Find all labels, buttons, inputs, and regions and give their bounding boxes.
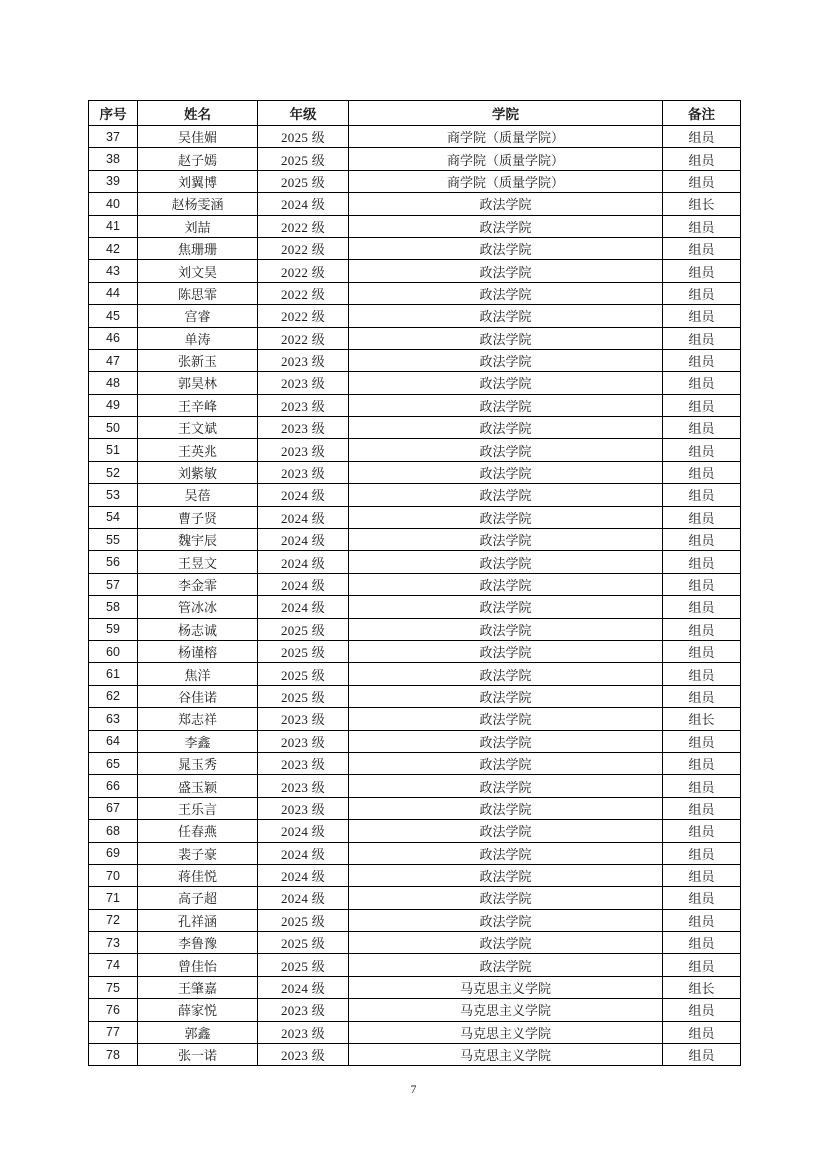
cell-index: 47 (89, 349, 138, 371)
cell-name: 赵子嫣 (138, 148, 258, 170)
table-row (89, 752, 741, 774)
cell-college: 政法学院 (349, 909, 663, 931)
cell-college: 政法学院 (349, 260, 663, 282)
table-row (89, 484, 741, 506)
cell-remark: 组员 (663, 551, 741, 573)
cell-index: 54 (89, 506, 138, 528)
cell-name: 李鑫 (138, 730, 258, 752)
cell-name: 吴佳媚 (138, 126, 258, 148)
cell-grade: 2025 级 (258, 685, 349, 707)
cell-name: 王昱文 (138, 551, 258, 573)
cell-index: 55 (89, 529, 138, 551)
table-row (89, 551, 741, 573)
table-row (89, 461, 741, 483)
cell-remark: 组员 (663, 260, 741, 282)
cell-college: 政法学院 (349, 461, 663, 483)
cell-index: 45 (89, 305, 138, 327)
cell-remark: 组员 (663, 439, 741, 461)
cell-college: 政法学院 (349, 506, 663, 528)
cell-remark: 组员 (663, 640, 741, 662)
cell-college: 政法学院 (349, 618, 663, 640)
cell-grade: 2025 级 (258, 663, 349, 685)
cell-college: 政法学院 (349, 752, 663, 774)
cell-index: 74 (89, 954, 138, 976)
cell-college: 政法学院 (349, 529, 663, 551)
cell-index: 59 (89, 618, 138, 640)
table-row (89, 999, 741, 1021)
table-row (89, 730, 741, 752)
cell-grade: 2022 级 (258, 327, 349, 349)
cell-index: 56 (89, 551, 138, 573)
cell-index: 73 (89, 932, 138, 954)
column-header-college: 学院 (349, 101, 663, 126)
cell-college: 政法学院 (349, 417, 663, 439)
cell-grade: 2022 级 (258, 215, 349, 237)
column-header-remark: 备注 (663, 101, 741, 126)
cell-college: 政法学院 (349, 551, 663, 573)
table-row (89, 260, 741, 282)
cell-college: 政法学院 (349, 640, 663, 662)
cell-grade: 2022 级 (258, 305, 349, 327)
cell-grade: 2023 级 (258, 999, 349, 1021)
table-header-row (89, 101, 741, 126)
cell-grade: 2024 级 (258, 976, 349, 998)
table-row (89, 439, 741, 461)
cell-name: 盛玉颖 (138, 775, 258, 797)
cell-name: 薛家悦 (138, 999, 258, 1021)
table-row (89, 820, 741, 842)
cell-remark: 组员 (663, 999, 741, 1021)
column-header-grade: 年级 (258, 101, 349, 126)
cell-index: 41 (89, 215, 138, 237)
table-row (89, 305, 741, 327)
cell-remark: 组员 (663, 237, 741, 259)
cell-grade: 2023 级 (258, 417, 349, 439)
cell-name: 王肇嘉 (138, 976, 258, 998)
cell-remark: 组员 (663, 1021, 741, 1043)
cell-grade: 2023 级 (258, 372, 349, 394)
cell-index: 63 (89, 708, 138, 730)
cell-name: 孔祥涵 (138, 909, 258, 931)
cell-college: 政法学院 (349, 842, 663, 864)
cell-name: 管冰冰 (138, 596, 258, 618)
cell-index: 43 (89, 260, 138, 282)
cell-index: 69 (89, 842, 138, 864)
cell-name: 王乐言 (138, 797, 258, 819)
cell-name: 王辛峰 (138, 394, 258, 416)
cell-index: 72 (89, 909, 138, 931)
cell-grade: 2024 级 (258, 506, 349, 528)
table-row (89, 126, 741, 148)
cell-name: 张新玉 (138, 349, 258, 371)
cell-index: 64 (89, 730, 138, 752)
cell-college: 政法学院 (349, 327, 663, 349)
cell-remark: 组员 (663, 394, 741, 416)
cell-name: 吴蓓 (138, 484, 258, 506)
cell-grade: 2024 级 (258, 484, 349, 506)
cell-grade: 2024 级 (258, 864, 349, 886)
table-row (89, 976, 741, 998)
cell-grade: 2024 级 (258, 529, 349, 551)
cell-college: 政法学院 (349, 596, 663, 618)
cell-college: 政法学院 (349, 193, 663, 215)
cell-college: 政法学院 (349, 797, 663, 819)
cell-name: 郑志祥 (138, 708, 258, 730)
cell-index: 66 (89, 775, 138, 797)
cell-college: 政法学院 (349, 820, 663, 842)
cell-college: 政法学院 (349, 685, 663, 707)
cell-grade: 2024 级 (258, 596, 349, 618)
cell-remark: 组员 (663, 1044, 741, 1066)
cell-college: 政法学院 (349, 215, 663, 237)
cell-index: 50 (89, 417, 138, 439)
cell-index: 58 (89, 596, 138, 618)
cell-index: 42 (89, 237, 138, 259)
cell-name: 郭鑫 (138, 1021, 258, 1043)
cell-college: 政法学院 (349, 484, 663, 506)
cell-grade: 2023 级 (258, 797, 349, 819)
cell-remark: 组员 (663, 170, 741, 192)
cell-name: 刘喆 (138, 215, 258, 237)
cell-grade: 2024 级 (258, 573, 349, 595)
cell-name: 裴子豪 (138, 842, 258, 864)
cell-college: 马克思主义学院 (349, 976, 663, 998)
cell-remark: 组员 (663, 573, 741, 595)
cell-grade: 2023 级 (258, 394, 349, 416)
cell-grade: 2022 级 (258, 237, 349, 259)
cell-remark: 组员 (663, 148, 741, 170)
cell-remark: 组员 (663, 775, 741, 797)
cell-remark: 组员 (663, 730, 741, 752)
table-row (89, 1021, 741, 1043)
cell-name: 谷佳诺 (138, 685, 258, 707)
cell-name: 杨谨榕 (138, 640, 258, 662)
cell-remark: 组员 (663, 864, 741, 886)
cell-index: 62 (89, 685, 138, 707)
table-row (89, 640, 741, 662)
table-row (89, 909, 741, 931)
cell-grade: 2023 级 (258, 730, 349, 752)
cell-index: 49 (89, 394, 138, 416)
table-row (89, 708, 741, 730)
cell-remark: 组员 (663, 349, 741, 371)
table-row (89, 887, 741, 909)
cell-remark: 组员 (663, 887, 741, 909)
cell-college: 政法学院 (349, 864, 663, 886)
page-number: 7 (410, 1084, 417, 1096)
cell-index: 39 (89, 170, 138, 192)
cell-remark: 组员 (663, 372, 741, 394)
cell-college: 政法学院 (349, 394, 663, 416)
table-row (89, 864, 741, 886)
cell-name: 赵杨雯涵 (138, 193, 258, 215)
cell-index: 61 (89, 663, 138, 685)
cell-index: 53 (89, 484, 138, 506)
table-row (89, 327, 741, 349)
cell-name: 郭昊林 (138, 372, 258, 394)
cell-remark: 组员 (663, 461, 741, 483)
cell-name: 陈思霏 (138, 282, 258, 304)
cell-name: 张一诺 (138, 1044, 258, 1066)
cell-grade: 2023 级 (258, 1044, 349, 1066)
cell-name: 宫睿 (138, 305, 258, 327)
cell-college: 政法学院 (349, 730, 663, 752)
cell-college: 政法学院 (349, 775, 663, 797)
cell-college: 政法学院 (349, 237, 663, 259)
cell-college: 政法学院 (349, 954, 663, 976)
cell-college: 政法学院 (349, 282, 663, 304)
cell-college: 政法学院 (349, 932, 663, 954)
table-row (89, 573, 741, 595)
cell-remark: 组员 (663, 842, 741, 864)
cell-remark: 组员 (663, 909, 741, 931)
cell-college: 政法学院 (349, 439, 663, 461)
cell-name: 刘紫敏 (138, 461, 258, 483)
cell-college: 商学院（质量学院） (349, 148, 663, 170)
table-body (89, 126, 741, 1066)
cell-college: 政法学院 (349, 349, 663, 371)
table-row (89, 349, 741, 371)
cell-remark: 组长 (663, 976, 741, 998)
cell-grade: 2022 级 (258, 282, 349, 304)
cell-index: 48 (89, 372, 138, 394)
cell-index: 60 (89, 640, 138, 662)
cell-index: 52 (89, 461, 138, 483)
cell-name: 王英兆 (138, 439, 258, 461)
cell-grade: 2025 级 (258, 618, 349, 640)
cell-grade: 2022 级 (258, 260, 349, 282)
table-row (89, 529, 741, 551)
cell-index: 75 (89, 976, 138, 998)
cell-index: 65 (89, 752, 138, 774)
table-row (89, 596, 741, 618)
cell-college: 政法学院 (349, 573, 663, 595)
table-row (89, 215, 741, 237)
cell-remark: 组员 (663, 797, 741, 819)
cell-name: 焦洋 (138, 663, 258, 685)
table-row (89, 775, 741, 797)
table-row (89, 417, 741, 439)
cell-index: 67 (89, 797, 138, 819)
cell-remark: 组员 (663, 215, 741, 237)
cell-remark: 组员 (663, 126, 741, 148)
cell-grade: 2025 级 (258, 126, 349, 148)
table-row (89, 237, 741, 259)
cell-remark: 组员 (663, 417, 741, 439)
cell-remark: 组员 (663, 327, 741, 349)
cell-name: 李鲁豫 (138, 932, 258, 954)
cell-college: 政法学院 (349, 887, 663, 909)
cell-grade: 2023 级 (258, 461, 349, 483)
cell-index: 57 (89, 573, 138, 595)
cell-remark: 组员 (663, 282, 741, 304)
cell-remark: 组员 (663, 596, 741, 618)
table-row (89, 506, 741, 528)
cell-index: 78 (89, 1044, 138, 1066)
cell-college: 马克思主义学院 (349, 999, 663, 1021)
cell-remark: 组长 (663, 193, 741, 215)
cell-name: 任春燕 (138, 820, 258, 842)
cell-index: 46 (89, 327, 138, 349)
table-row (89, 148, 741, 170)
cell-name: 刘文昊 (138, 260, 258, 282)
cell-grade: 2024 级 (258, 193, 349, 215)
cell-name: 单涛 (138, 327, 258, 349)
cell-name: 王文斌 (138, 417, 258, 439)
cell-college: 商学院（质量学院） (349, 126, 663, 148)
cell-remark: 组长 (663, 708, 741, 730)
cell-grade: 2025 级 (258, 932, 349, 954)
cell-name: 蒋佳悦 (138, 864, 258, 886)
cell-remark: 组员 (663, 618, 741, 640)
cell-index: 44 (89, 282, 138, 304)
cell-grade: 2023 级 (258, 439, 349, 461)
table-row (89, 685, 741, 707)
cell-remark: 组员 (663, 305, 741, 327)
cell-grade: 2024 级 (258, 887, 349, 909)
cell-remark: 组员 (663, 752, 741, 774)
cell-grade: 2023 级 (258, 1021, 349, 1043)
cell-remark: 组员 (663, 506, 741, 528)
cell-grade: 2025 级 (258, 170, 349, 192)
cell-grade: 2023 级 (258, 349, 349, 371)
table-row (89, 932, 741, 954)
table-row (89, 193, 741, 215)
cell-college: 政法学院 (349, 663, 663, 685)
cell-name: 杨志诚 (138, 618, 258, 640)
cell-name: 晁玉秀 (138, 752, 258, 774)
cell-remark: 组员 (663, 932, 741, 954)
table-row (89, 618, 741, 640)
cell-grade: 2023 级 (258, 708, 349, 730)
roster-table (88, 100, 741, 1066)
cell-grade: 2024 级 (258, 842, 349, 864)
cell-index: 71 (89, 887, 138, 909)
cell-grade: 2023 级 (258, 752, 349, 774)
cell-grade: 2025 级 (258, 954, 349, 976)
cell-college: 马克思主义学院 (349, 1044, 663, 1066)
table-row (89, 842, 741, 864)
table-row (89, 797, 741, 819)
cell-remark: 组员 (663, 529, 741, 551)
cell-name: 曾佳怡 (138, 954, 258, 976)
table-row (89, 954, 741, 976)
cell-college: 商学院（质量学院） (349, 170, 663, 192)
table-row (89, 394, 741, 416)
cell-grade: 2023 级 (258, 775, 349, 797)
table-row (89, 372, 741, 394)
cell-index: 68 (89, 820, 138, 842)
cell-college: 政法学院 (349, 372, 663, 394)
cell-name: 李金霏 (138, 573, 258, 595)
cell-grade: 2025 级 (258, 640, 349, 662)
table-row (89, 282, 741, 304)
cell-index: 38 (89, 148, 138, 170)
cell-name: 高子超 (138, 887, 258, 909)
column-header-index: 序号 (89, 101, 138, 126)
cell-name: 焦珊珊 (138, 237, 258, 259)
cell-name: 曹子贤 (138, 506, 258, 528)
table-row (89, 170, 741, 192)
cell-remark: 组员 (663, 820, 741, 842)
table-row (89, 1044, 741, 1066)
column-header-name: 姓名 (138, 101, 258, 126)
cell-college: 政法学院 (349, 708, 663, 730)
cell-index: 70 (89, 864, 138, 886)
cell-index: 76 (89, 999, 138, 1021)
cell-grade: 2024 级 (258, 820, 349, 842)
cell-index: 51 (89, 439, 138, 461)
cell-index: 40 (89, 193, 138, 215)
cell-grade: 2025 级 (258, 909, 349, 931)
cell-grade: 2025 级 (258, 148, 349, 170)
cell-index: 77 (89, 1021, 138, 1043)
table-row (89, 663, 741, 685)
cell-college: 马克思主义学院 (349, 1021, 663, 1043)
cell-remark: 组员 (663, 685, 741, 707)
cell-remark: 组员 (663, 484, 741, 506)
cell-name: 刘翼博 (138, 170, 258, 192)
cell-remark: 组员 (663, 663, 741, 685)
cell-grade: 2024 级 (258, 551, 349, 573)
cell-name: 魏宇辰 (138, 529, 258, 551)
cell-index: 37 (89, 126, 138, 148)
cell-college: 政法学院 (349, 305, 663, 327)
cell-remark: 组员 (663, 954, 741, 976)
